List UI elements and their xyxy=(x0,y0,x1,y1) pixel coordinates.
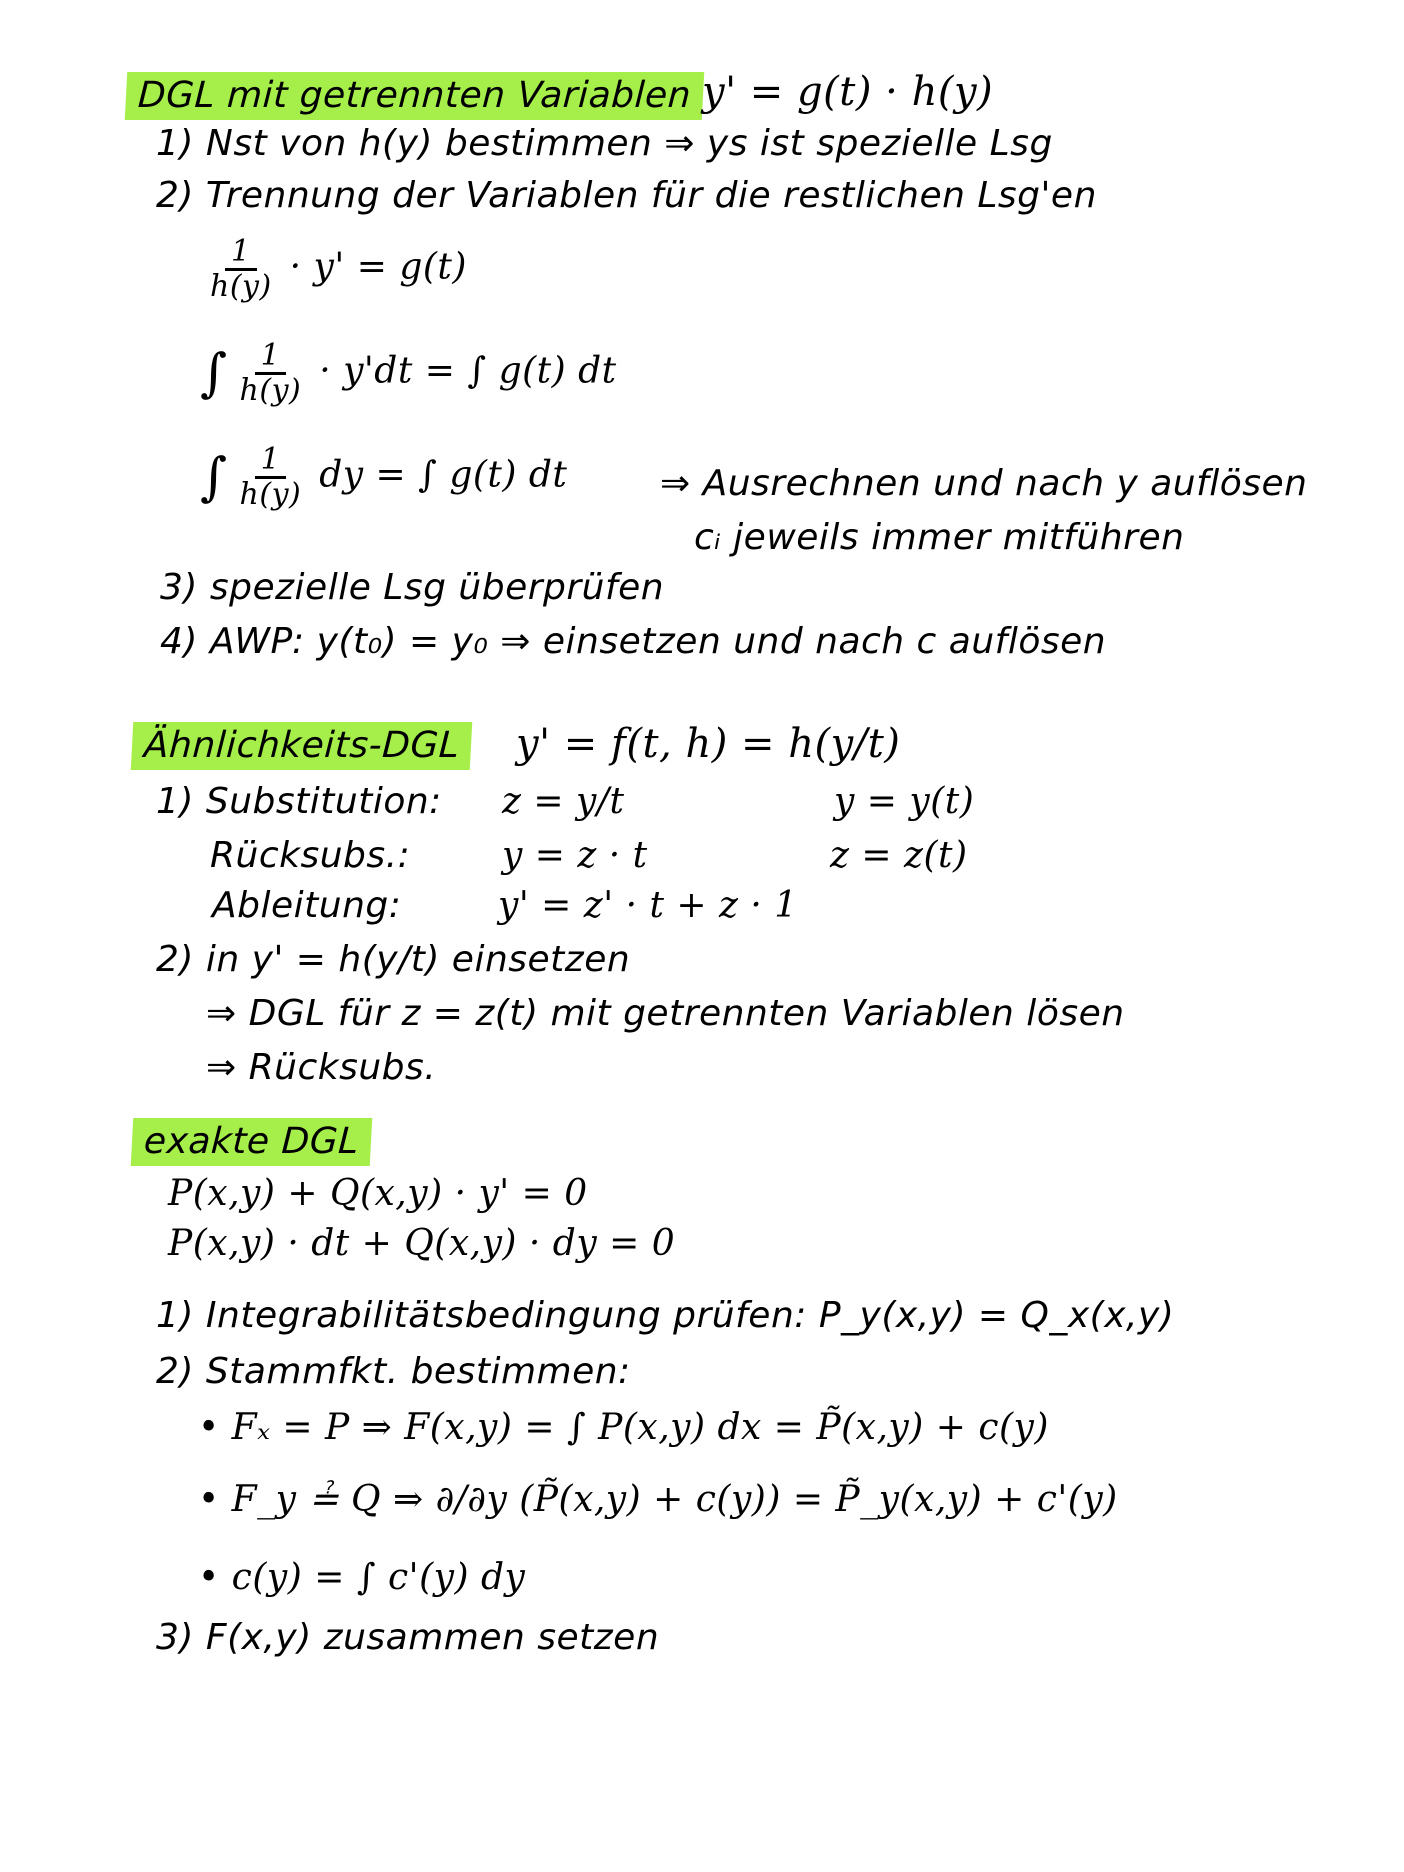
fraction-denominator: h(y) xyxy=(239,477,302,512)
step-4: 4) AWP: y(t₀) = y₀ ⇒ einsetzen und nach c auflösen xyxy=(160,621,1107,662)
step-2-insert: 2) in y' = h(y/t) einsetzen xyxy=(156,939,631,980)
exact-bullet-cy: • c(y) = ∫ c'(y) dy xyxy=(198,1557,526,1598)
step-1: 1) Nst von h(y) bestimmen ⇒ ys ist spezielle Lsg xyxy=(156,123,1053,164)
exact-step-2: 2) Stammfkt. bestimmen: xyxy=(156,1351,631,1392)
separation-equation xyxy=(210,236,467,303)
exact-bullet-fy: • F_y ≟ Q ⇒ ∂/∂y (P̃(x,y) + c(y)) = P̃_y(x,y) + c'(y) xyxy=(198,1479,1118,1520)
exact-equation-2: P(x,y) · dt + Q(x,y) · dy = 0 xyxy=(168,1223,676,1264)
back-sub-label: Rücksubs.: xyxy=(210,835,411,876)
note-constants: cᵢ jeweils immer mitführen xyxy=(694,517,1185,558)
note-compute: ⇒ Ausrechnen und nach y auflösen xyxy=(660,463,1308,504)
fraction-numerator: 1 xyxy=(255,444,287,479)
substitution-value: z = y/t xyxy=(502,781,625,822)
fraction-numerator: 1 xyxy=(255,340,287,375)
fraction-denominator: h(y) xyxy=(210,269,272,304)
section-title-separable: DGL mit getrennten Variablen xyxy=(125,72,705,120)
integral-equation-2 xyxy=(200,444,567,511)
back-sub-right: z = z(t) xyxy=(830,835,968,876)
fraction-numerator: 1 xyxy=(225,236,257,271)
substitution-label: 1) Substitution: xyxy=(156,781,442,822)
section-title-exact: exakte DGL xyxy=(131,1118,372,1166)
substitution-right: y = y(t) xyxy=(834,781,975,822)
equation-rest: · y' = g(t) xyxy=(289,246,467,288)
equation-rest: · y'dt = ∫ g(t) dt xyxy=(319,350,617,392)
exact-step-1: 1) Integrabilitätsbedingung prüfen: P_y(x,y) = Q_x(x,y) xyxy=(156,1295,1175,1336)
step-solve-dgl: ⇒ DGL für z = z(t) mit getrennten Variablen lösen xyxy=(206,993,1125,1034)
equation-rest: dy = ∫ g(t) dt xyxy=(319,454,568,496)
exact-bullet-fx: • Fₓ = P ⇒ F(x,y) = ∫ P(x,y) dx = P̃(x,y) + c(y) xyxy=(198,1407,1049,1448)
similarity-formula: y' = f(t, h) = h(y/t) xyxy=(516,721,901,767)
integral-equation-1 xyxy=(200,340,617,407)
derivative-value: y' = z' · t + z · 1 xyxy=(498,885,798,926)
derivative-label: Ableitung: xyxy=(212,885,402,926)
separable-formula: y' = g(t) · h(y) xyxy=(702,69,994,115)
integral-symbol: ∫ xyxy=(200,343,228,404)
back-sub-value: y = z · t xyxy=(502,835,648,876)
step-3: 3) spezielle Lsg überprüfen xyxy=(160,567,665,608)
step-2: 2) Trennung der Variablen für die restlichen Lsg'en xyxy=(156,175,1097,216)
exact-equation-1: P(x,y) + Q(x,y) · y' = 0 xyxy=(168,1173,588,1214)
integral-symbol: ∫ xyxy=(200,447,228,508)
section-title-similarity: Ähnlichkeits-DGL xyxy=(131,722,473,770)
fraction-denominator: h(y) xyxy=(239,373,302,408)
step-back-sub: ⇒ Rücksubs. xyxy=(206,1047,437,1088)
exact-step-3: 3) F(x,y) zusammen setzen xyxy=(156,1617,660,1658)
